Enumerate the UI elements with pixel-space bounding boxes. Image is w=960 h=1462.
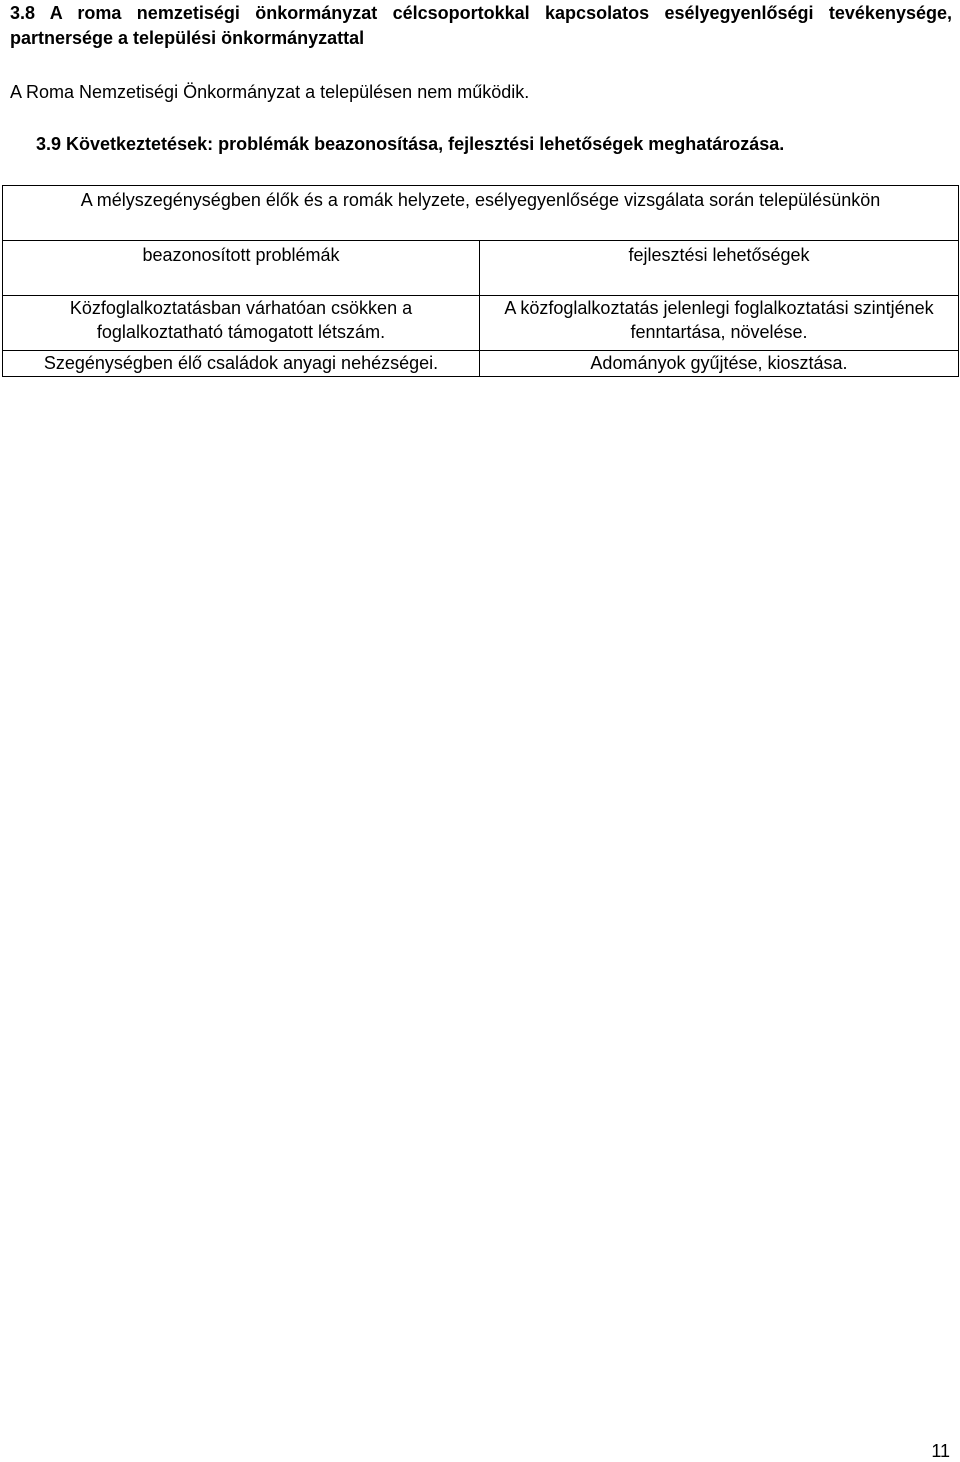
table-row (3, 296, 959, 351)
column-header-problems: beazonosított problémák (3, 241, 480, 296)
section-3-8-title: 3.8 A roma nemzetiségi önkormányzat célcsoportokkal kapcsolatos esélyegyenlőségi tevékenysége, partnersége a települési önkormányzattal (10, 3, 952, 48)
table-caption: A mélyszegénységben élők és a romák helyzete, esélyegyenlősége vizsgálata során településünkön (3, 186, 959, 241)
opportunity-cell: Adományok gyűjtése, kiosztása. (480, 351, 959, 377)
findings-table (2, 185, 959, 377)
section-3-8-body: A Roma Nemzetiségi Önkormányzat a településen nem működik. (10, 82, 530, 102)
problem-cell: Szegénységben élő családok anyagi nehézségei. (3, 351, 480, 377)
table-row (3, 351, 959, 377)
table-header-row (3, 241, 959, 296)
table-caption-row (3, 186, 959, 241)
problem-cell: Közfoglalkoztatásban várhatóan csökken a foglalkoztatható támogatott létszám. (3, 296, 480, 351)
section-3-9-title: 3.9 Következtetések: problémák beazonosítása, fejlesztési lehetőségek meghatározása. (36, 134, 785, 154)
page-number: 11 (931, 1441, 950, 1461)
opportunity-cell: A közfoglalkoztatás jelenlegi foglalkoztatási szintjének fenntartása, növelése. (480, 296, 959, 351)
column-header-opportunities: fejlesztési lehetőségek (480, 241, 959, 296)
